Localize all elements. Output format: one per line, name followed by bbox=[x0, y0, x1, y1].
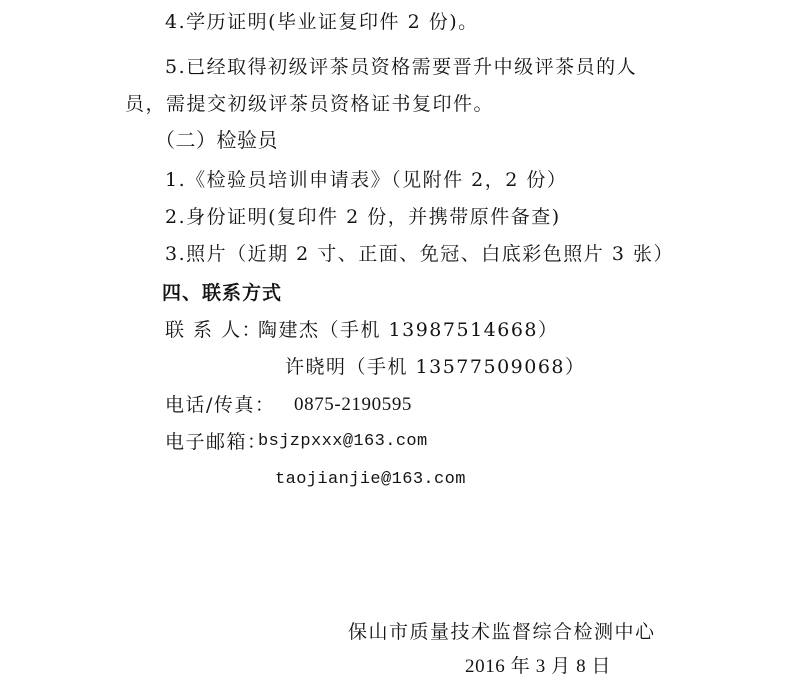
email-address-1: bsjzpxxx@163.com bbox=[258, 432, 428, 451]
requirement-item-5-line-1: 5.已经取得初级评茶员资格需要晋升中级评茶员的人 bbox=[165, 56, 638, 78]
contact-person-1: 陶建杰（手机 13987514668） bbox=[258, 319, 559, 341]
inspector-item-1: 1.《检验员培训申请表》（见附件 2，2 份） bbox=[165, 169, 568, 191]
requirement-item-5-line-2: 员，需提交初级评茶员资格证书复印件。 bbox=[125, 93, 495, 115]
section-heading-inspector: （二）检验员 bbox=[155, 128, 278, 152]
inspector-item-3: 3.照片（近期 2 寸、正面、免冠、白底彩色照片 3 张） bbox=[165, 243, 674, 265]
contact-person-2: 许晓明（手机 13577509068） bbox=[285, 356, 586, 378]
issuing-organization: 保山市质量技术监督综合检测中心 bbox=[348, 621, 656, 643]
phone-fax-value: 0875-2190595 bbox=[294, 394, 413, 415]
requirement-item-4: 4.学历证明(毕业证复印件 2 份)。 bbox=[165, 11, 479, 33]
issue-date: 2016 年 3 月 8 日 bbox=[465, 656, 612, 677]
section-heading-contact: 四、联系方式 bbox=[162, 282, 283, 304]
email-label: 电子邮箱： bbox=[165, 431, 268, 453]
email-address-2: taojianjie@163.com bbox=[275, 470, 466, 489]
phone-fax-label: 电话/传真： bbox=[165, 394, 276, 416]
inspector-item-2: 2.身份证明(复印件 2 份，并携带原件备查) bbox=[165, 206, 561, 228]
contact-person-label: 联 系 人： bbox=[165, 319, 263, 341]
